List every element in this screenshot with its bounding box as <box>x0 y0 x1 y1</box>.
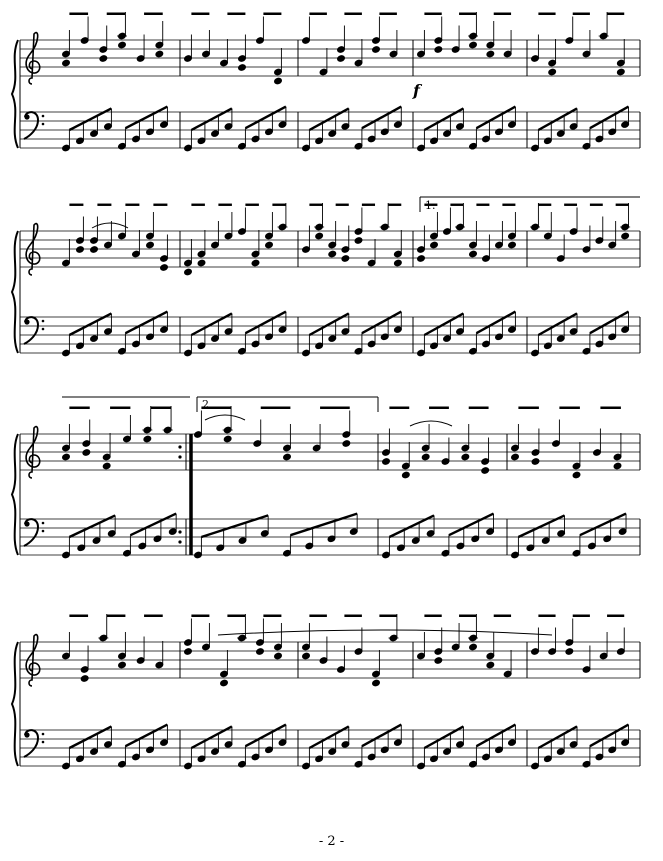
system-2 <box>12 203 640 357</box>
system-1 <box>12 12 640 152</box>
note-head <box>160 264 169 272</box>
note-head <box>118 661 127 669</box>
note-head <box>417 255 426 263</box>
volta-ending-one <box>62 197 640 397</box>
system-4 <box>12 614 640 770</box>
note-head <box>220 679 229 687</box>
volta-ending-two-label: 2. <box>202 398 213 411</box>
note-head <box>118 41 127 49</box>
note-head <box>469 250 478 258</box>
note-head <box>394 259 403 267</box>
note-head <box>223 435 232 443</box>
note-head <box>511 453 520 461</box>
note-head <box>90 246 99 254</box>
note-head <box>146 241 155 249</box>
note-head <box>354 237 363 245</box>
note-head <box>184 648 193 656</box>
tie <box>218 630 552 635</box>
brace-icon <box>12 434 18 555</box>
volta-ending-one-label: 1. <box>425 199 436 212</box>
note-head <box>430 241 439 249</box>
note-head <box>143 435 152 443</box>
note-head <box>434 46 443 54</box>
note-head <box>337 55 346 63</box>
note-head <box>62 453 71 461</box>
note-head <box>80 675 89 683</box>
bass-clef-icon <box>24 317 44 344</box>
bass-clef-icon <box>24 730 44 757</box>
note-head <box>372 679 381 687</box>
note-head <box>382 458 391 466</box>
note-head <box>302 652 311 660</box>
brace-icon <box>12 40 18 148</box>
note-head <box>469 643 478 651</box>
note-head <box>372 46 381 54</box>
note-head <box>341 255 350 263</box>
note-head <box>184 268 193 276</box>
note-head <box>531 458 540 466</box>
note-head <box>274 77 283 85</box>
note-head <box>461 453 470 461</box>
note-head <box>421 453 430 461</box>
brace-icon <box>12 231 18 353</box>
note-head <box>486 50 495 58</box>
note-head <box>99 55 108 63</box>
note-head <box>508 241 517 249</box>
note-head <box>265 241 274 249</box>
note-head <box>102 462 111 470</box>
note-head <box>251 259 260 267</box>
bass-clef-icon <box>24 112 44 139</box>
note-head <box>238 64 247 72</box>
tie <box>205 415 245 420</box>
note-head <box>486 661 495 669</box>
note-head <box>572 471 581 479</box>
volta-ending-two <box>197 397 378 412</box>
system-3 <box>12 406 640 559</box>
note-head <box>315 232 324 240</box>
beam <box>290 514 357 536</box>
note-head <box>256 648 265 656</box>
note-head <box>402 471 411 479</box>
tie <box>410 421 452 426</box>
note-head <box>342 440 351 448</box>
note-head <box>621 232 630 240</box>
note-head <box>328 250 337 258</box>
page-number: - 2 - <box>318 834 345 849</box>
note-head <box>197 259 206 267</box>
note-head <box>481 467 490 475</box>
note-head <box>565 648 574 656</box>
brace-icon <box>12 642 18 766</box>
note-head <box>613 462 622 470</box>
note-head <box>76 246 85 254</box>
note-head <box>434 657 443 665</box>
note-head <box>155 50 164 58</box>
note-head <box>617 68 626 76</box>
note-head <box>548 68 557 76</box>
note-head <box>62 59 71 67</box>
note-head <box>283 453 292 461</box>
dynamic-forte: f <box>413 81 420 100</box>
note-head <box>469 41 478 49</box>
bass-clef-icon <box>24 519 44 546</box>
note-head <box>82 449 91 457</box>
note-head <box>274 652 283 660</box>
